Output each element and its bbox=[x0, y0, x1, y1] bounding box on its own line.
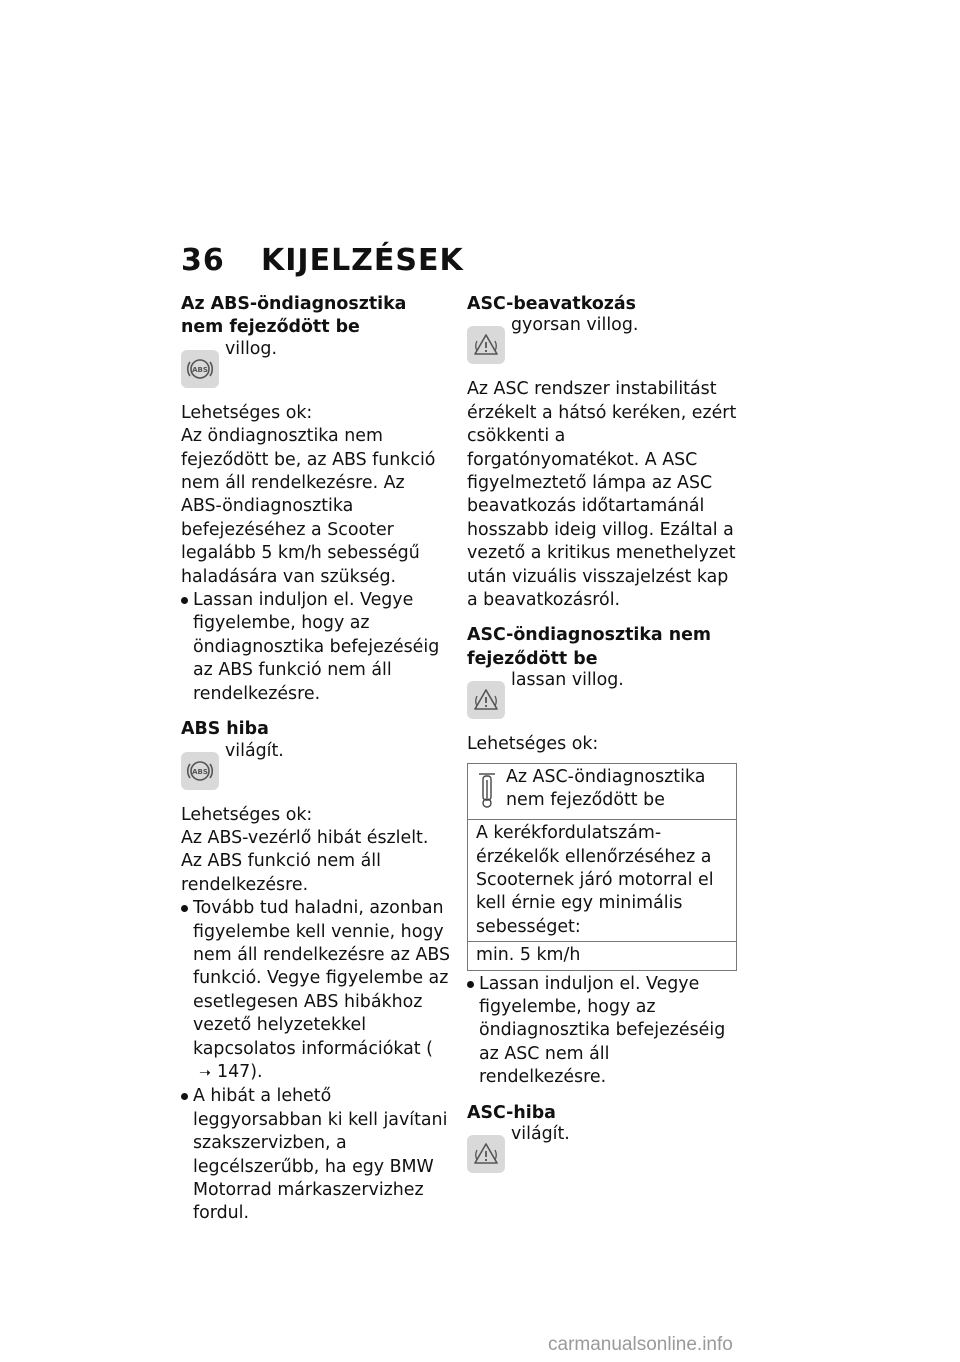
right-column bbox=[467, 293, 739, 1187]
svg-text:ABS: ABS bbox=[192, 365, 208, 374]
list-item: A hibát a lehető leggyorsabban ki kell javítani szakszervizben, a legcélszerűbb, ha egy BMW Motorrad márkaszervizhez fordul. bbox=[181, 1085, 451, 1225]
cause-text: Az öndiagnosztika nem fejeződött be, az ABS funkció nem áll rendelkezésre. Az ABS-öndiagnosztika befejezéséhez a Scooter legalább 5 km/h sebességű haladására van szükség. bbox=[181, 426, 436, 587]
section-title-asc-error: ASC-hiba bbox=[467, 1102, 556, 1123]
indicator-row bbox=[181, 740, 451, 790]
list-item: Lassan induljon el. Vegye figyelembe, hogy az öndiagnosztika befejezéséig az ASC nem áll rendelkezésre. bbox=[467, 973, 739, 1090]
cause-label: Lehetséges ok: bbox=[467, 734, 599, 755]
svg-text:ABS: ABS bbox=[192, 767, 208, 776]
list-item-text: Tovább tud haladni, azonban figyelembe kell vennie, hogy nem áll rendelkezésre az ABS funkció. Vegye figyelembe az esetlegesen ABS hibákhoz vezető helyzetekkel kapcsolatos információkat bbox=[193, 898, 451, 1059]
page-reference: 147). bbox=[217, 1061, 263, 1082]
description: Az ASC rendszer instabilitást érzékelt a hátsó keréken, ezért csökkenti a forgatónyomatékot. A ASC figyelmeztető lámpa az ASC beavatkozás időtartamánál hosszabb ideig villog. Ezáltal a vezető a kritikus menethelyzet után vizuális visszajelzést kap a beavatkozásról. bbox=[467, 379, 737, 611]
page-number: 36 bbox=[181, 243, 225, 278]
section-title-abs-selfdiag: Az ABS-öndiagnosztika nem fejeződött be bbox=[181, 294, 407, 338]
watermark: carmanualsonline.info bbox=[548, 1334, 733, 1355]
asc-warning-icon bbox=[467, 1135, 505, 1173]
page-title: KIJELZÉSEK bbox=[261, 243, 464, 278]
indicator-state: világít. bbox=[511, 1123, 570, 1144]
indicator-state: lassan villog. bbox=[511, 670, 624, 691]
asc-warning-icon bbox=[467, 681, 505, 719]
left-column bbox=[181, 293, 451, 1226]
cause-text: Az ABS-vezérlő hibát észlelt. Az ABS funkció nem áll rendelkezésre. bbox=[181, 827, 429, 895]
indicator-row bbox=[181, 338, 451, 388]
indicator-row bbox=[467, 670, 739, 719]
page-reference-arrow-icon: ➝ bbox=[199, 1064, 211, 1081]
asc-warning-icon bbox=[467, 326, 505, 364]
thermometer-icon bbox=[476, 766, 506, 817]
abs-warning-icon bbox=[181, 350, 219, 388]
table-head: Az ASC-öndiagnosztika nem fejeződött be bbox=[506, 766, 706, 811]
cause-label: Lehetséges ok: bbox=[181, 402, 313, 423]
indicator-state: gyorsan villog. bbox=[511, 315, 639, 336]
page-header bbox=[181, 243, 464, 278]
list-item: Lassan induljon el. Vegye figyelembe, hogy az öndiagnosztika befejezéséig az ABS funkció nem áll rendelkezésre. bbox=[181, 589, 451, 706]
list-item: Tovább tud haladni, azonban figyelembe kell vennie, hogy nem áll rendelkezésre az ABS funkció. Vegye figyelembe az esetlegesen ABS hibákhoz vezető helyzetekkel kapcsolatos információkat (➝ 147). bbox=[181, 897, 451, 1085]
abs-warning-icon bbox=[181, 752, 219, 790]
indicator-row bbox=[467, 1123, 739, 1173]
indicator-state: villog. bbox=[225, 338, 277, 359]
table-body: A kerékfordulatszám-érzékelők ellenőrzéséhez a Scooternek járó motorral el kell érnie egy minimális sebességet: bbox=[468, 820, 737, 942]
section-title-asc-selfdiag: ASC-öndiagnosztika nem fejeződött be bbox=[467, 625, 712, 669]
cause-label: Lehetséges ok: bbox=[181, 804, 313, 825]
table-value: min. 5 km/h bbox=[468, 942, 737, 970]
section-title-abs-error: ABS hiba bbox=[181, 719, 269, 740]
section-title-asc-intervention: ASC-beavatkozás bbox=[467, 294, 636, 314]
indicator-state: világít. bbox=[225, 740, 284, 761]
info-table bbox=[467, 763, 737, 971]
indicator-row bbox=[467, 315, 739, 364]
